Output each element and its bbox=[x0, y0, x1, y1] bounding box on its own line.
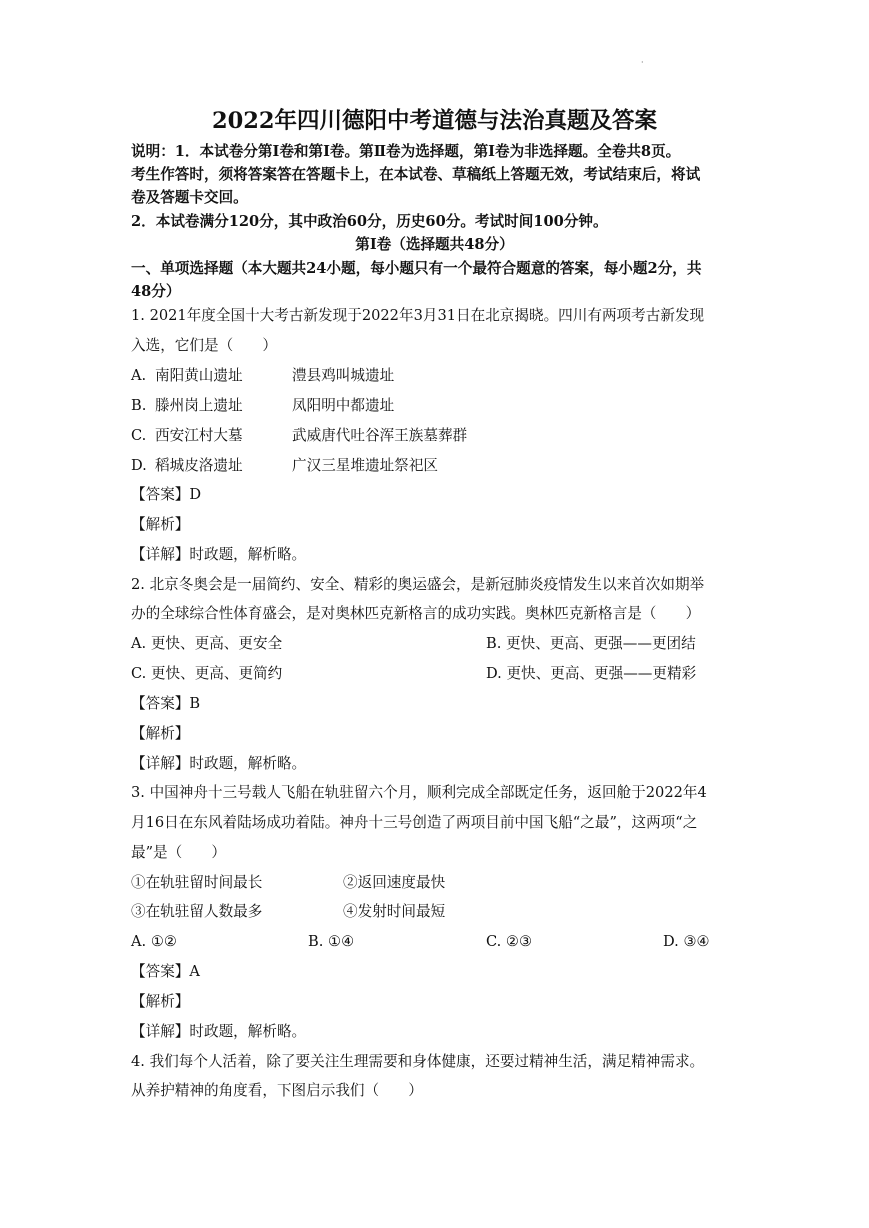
question-stem: 入选，它们是（ ） bbox=[131, 337, 277, 354]
page-mark: · bbox=[641, 58, 644, 67]
detail: 【详解】时政题，解析略。 bbox=[131, 1023, 307, 1040]
instruction-line: 考生作答时，须将答案答在答题卡上，在本试卷、草稿纸上答题无效，考试结束后，将试 bbox=[131, 166, 701, 183]
analysis: 【解析】 bbox=[131, 993, 190, 1010]
option-d: D. ③④ bbox=[663, 933, 710, 950]
option-letter: B. bbox=[131, 397, 147, 414]
question-stem: 3. 中国神舟十三号载人飞船在轨驻留六个月，顺利完成全部既定任务，返回舱于2022年4 bbox=[131, 784, 707, 801]
option-text: 凤阳明中都遗址 bbox=[292, 397, 395, 414]
question-stem: 最”是（ ） bbox=[131, 844, 227, 861]
option-letter: C. bbox=[131, 427, 147, 444]
option-a: A. ①② bbox=[131, 933, 177, 950]
document-title: 2022年四川德阳中考道德与法治真题及答案 bbox=[211, 108, 658, 134]
question-stem: 2. 北京冬奥会是一届简约、安全、精彩的奥运盛会，是新冠肺炎疫情发生以来首次如期举 bbox=[131, 576, 705, 593]
section-title-line: 一、单项选择题（本大题共24小题，每小题只有一个最符合题意的答案，每小题2分，共 bbox=[131, 260, 702, 277]
section-title-line: 48分） bbox=[131, 283, 181, 300]
answer: 【答案】D bbox=[131, 486, 202, 503]
option-text: 澧县鸡叫城遗址 bbox=[292, 367, 395, 384]
detail: 【详解】时政题，解析略。 bbox=[131, 546, 307, 563]
option-letter: A. bbox=[131, 367, 147, 384]
option-text: 西安江村大墓 bbox=[155, 427, 243, 444]
option-d: D. 更快、更高、更强——更精彩 bbox=[486, 665, 697, 682]
option-b: B. ①④ bbox=[308, 933, 355, 950]
analysis: 【解析】 bbox=[131, 516, 190, 533]
option-b: B. 更快、更高、更强——更团结 bbox=[486, 635, 696, 652]
option-a: A. 更快、更高、更安全 bbox=[131, 635, 283, 652]
option-c: C. 更快、更高、更简约 bbox=[131, 665, 283, 682]
option-text: 南阳黄山遗址 bbox=[155, 367, 243, 384]
question-stem: 从养护精神的角度看，下图启示我们（ ） bbox=[131, 1082, 423, 1099]
instruction-line: 2．本试卷满分120分，其中政治60分，历史60分。考试时间100分钟。 bbox=[131, 213, 608, 230]
instruction-line: 说明：1．本试卷分第Ⅰ卷和第Ⅰ卷。第Ⅱ卷为选择题，第Ⅰ卷为非选择题。全卷共8页。 bbox=[131, 143, 681, 160]
question-stem: 4. 我们每个人活着，除了要关注生理需要和身体健康，还要过精神生活，满足精神需求。 bbox=[131, 1053, 705, 1070]
answer: 【答案】A bbox=[131, 963, 200, 980]
question-stem: 办的全球综合性体育盛会，是对奥林匹克新格言的成功实践。奥林匹克新格言是（ ） bbox=[131, 605, 701, 622]
option-text: 武威唐代吐谷浑王族墓葬群 bbox=[292, 427, 468, 444]
detail: 【详解】时政题，解析略。 bbox=[131, 755, 307, 772]
statement-item: ③在轨驻留人数最多 bbox=[131, 903, 263, 920]
option-c: C. ②③ bbox=[486, 933, 533, 950]
part-title: 第Ⅰ卷（选择题共48分） bbox=[355, 236, 514, 253]
statement-item: ①在轨驻留时间最长 bbox=[131, 874, 263, 891]
question-stem: 1. 2021年度全国十大考古新发现于2022年3月31日在北京揭晓。四川有两项考古新发现 bbox=[131, 307, 705, 324]
answer: 【答案】B bbox=[131, 695, 201, 712]
option-letter: D. bbox=[131, 457, 147, 474]
instruction-line: 卷及答题卡交回。 bbox=[131, 189, 248, 206]
statement-item: ④发射时间最短 bbox=[343, 903, 446, 920]
statement-item: ②返回速度最快 bbox=[343, 874, 446, 891]
analysis: 【解析】 bbox=[131, 725, 190, 742]
option-text: 广汉三星堆遗址祭祀区 bbox=[292, 457, 438, 474]
option-text: 稻城皮洛遗址 bbox=[155, 457, 243, 474]
option-text: 滕州岗上遗址 bbox=[155, 397, 243, 414]
question-stem: 月16日在东风着陆场成功着陆。神舟十三号创造了两项目前中国飞船“之最”，这两项“之 bbox=[131, 814, 698, 831]
